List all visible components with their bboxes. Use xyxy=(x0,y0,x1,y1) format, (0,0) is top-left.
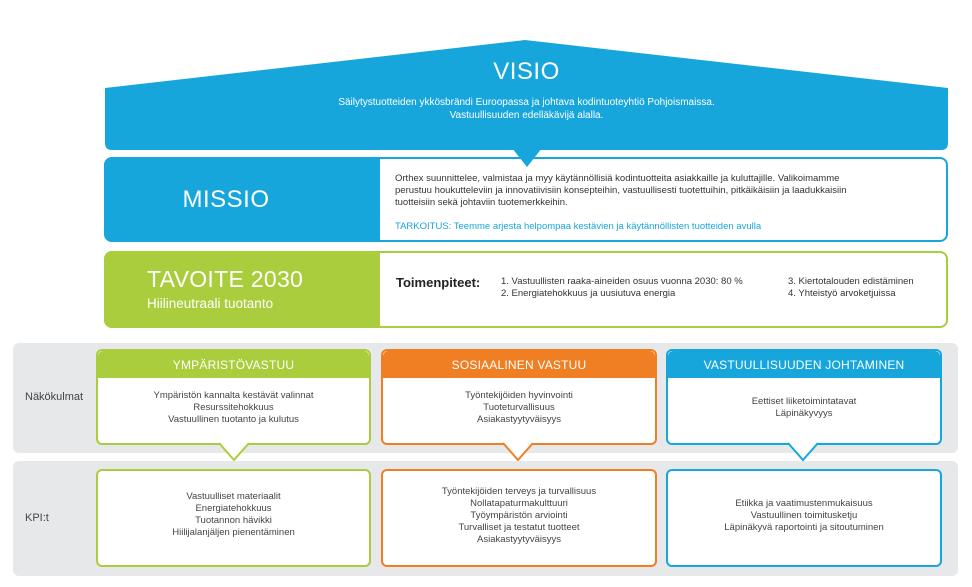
actions-label: Toimenpiteet: xyxy=(396,275,481,290)
action-item: 4. Yhteistyö arvoketjuissa xyxy=(788,288,896,299)
kpi-item: Vastuullinen toimitusketju xyxy=(750,510,858,521)
governance-kpi-box xyxy=(666,469,942,567)
mission-text-line: perustuu houkutteleviin ja innovatiivisiin konsepteihin, vastuullisesti tuotettuihin, pitkäikäisiin ja laadukkaisiin xyxy=(395,185,847,196)
goal-subtitle: Hiilineutraali tuotanto xyxy=(147,296,274,311)
environment-perspectives xyxy=(98,378,369,426)
social-arrow xyxy=(502,443,534,463)
kpi-item: Tuotannon hävikki xyxy=(195,515,272,526)
vision-text xyxy=(105,96,948,122)
vision-pointer xyxy=(512,148,542,168)
environment-kpis xyxy=(98,471,369,539)
perspective-item: Läpinäkyvyys xyxy=(775,408,833,419)
mission-title: MISSIO xyxy=(182,186,270,213)
vision-line: Vastuullisuuden edelläkävijä alalla. xyxy=(449,110,604,121)
environment-kpi-box xyxy=(96,469,371,567)
kpi-item: Asiakastyytyväisyys xyxy=(477,534,561,545)
perspective-item: Eettiset liiketoimintatavat xyxy=(751,396,857,407)
action-item: 2. Energiatehokkuus ja uusiutuva energia xyxy=(501,288,676,299)
kpi-item: Työntekijöiden terveys ja turvallisuus xyxy=(441,486,597,497)
mission-text-line: tuotteisiin sekä johtaviin tuotemerkkeihin. xyxy=(395,197,568,208)
environment-perspectives-box xyxy=(96,349,371,445)
action-item: 1. Vastuullisten raaka-aineiden osuus vuonna 2030: 80 % xyxy=(501,276,743,287)
kpi-item: Työympäristön arviointi xyxy=(470,510,568,521)
perspectives-label: Näkökulmat xyxy=(25,391,84,403)
social-kpi-box xyxy=(381,469,657,567)
environment-header: YMPÄRISTÖVASTUU xyxy=(98,351,369,378)
governance-perspectives xyxy=(668,378,940,420)
action-item: 3. Kiertotalouden edistäminen xyxy=(788,276,914,287)
kpi-item: Läpinäkyvä raportointi ja sitoutuminen xyxy=(724,522,884,533)
perspective-item: Työntekijöiden hyvinvointi xyxy=(465,390,573,401)
vision-title: VISIO xyxy=(493,58,560,85)
governance-kpis xyxy=(668,471,940,534)
governance-arrow xyxy=(787,443,819,463)
actions-list-1 xyxy=(501,276,743,300)
kpi-item: Hiilijalanjäljen pienentäminen xyxy=(172,527,295,538)
mission-text-line: Orthex suunnittelee, valmistaa ja myy käytännöllisiä kodintuotteita asiakkaille ja kuluttajille. Valikoimamme xyxy=(395,173,840,184)
social-header: SOSIAALINEN VASTUU xyxy=(383,351,655,378)
kpi-item: Nollatapaturmakulttuuri xyxy=(470,498,568,509)
vision-line: Säilytystuotteiden ykkösbrändi Euroopassa ja johtava kodintuoteyhtiö Pohjoismaissa. xyxy=(338,97,715,108)
perspective-item: Ympäristön kannalta kestävät valinnat xyxy=(153,390,314,401)
kpi-label: KPI:t xyxy=(25,512,49,524)
perspective-item: Tuoteturvallisuus xyxy=(483,402,555,413)
perspective-item: Vastuullinen tuotanto ja kulutus xyxy=(168,414,299,425)
kpi-item: Vastuulliset materiaalit xyxy=(186,491,281,502)
social-perspectives-box xyxy=(381,349,657,445)
perspective-item: Asiakastyytyväisyys xyxy=(477,414,561,425)
mission-purpose: TARKOITUS: Teemme arjesta helpompaa kestävien ja käytännöllisten tuotteiden avulla xyxy=(395,221,762,232)
actions-list-2 xyxy=(788,276,914,300)
kpi-item: Etiikka ja vaatimustenmukaisuus xyxy=(735,498,873,509)
mission-text xyxy=(395,173,940,209)
kpi-item: Turvalliset ja testatut tuotteet xyxy=(458,522,580,533)
kpi-item: Energiatehokkuus xyxy=(195,503,272,514)
goal-title: TAVOITE 2030 xyxy=(147,266,304,292)
governance-header: VASTUULLISUUDEN JOHTAMINEN xyxy=(668,351,940,378)
social-perspectives xyxy=(383,378,655,426)
environment-arrow xyxy=(218,443,250,463)
perspective-item: Resurssitehokkuus xyxy=(193,402,274,413)
governance-perspectives-box xyxy=(666,349,942,445)
social-kpis xyxy=(383,471,655,546)
